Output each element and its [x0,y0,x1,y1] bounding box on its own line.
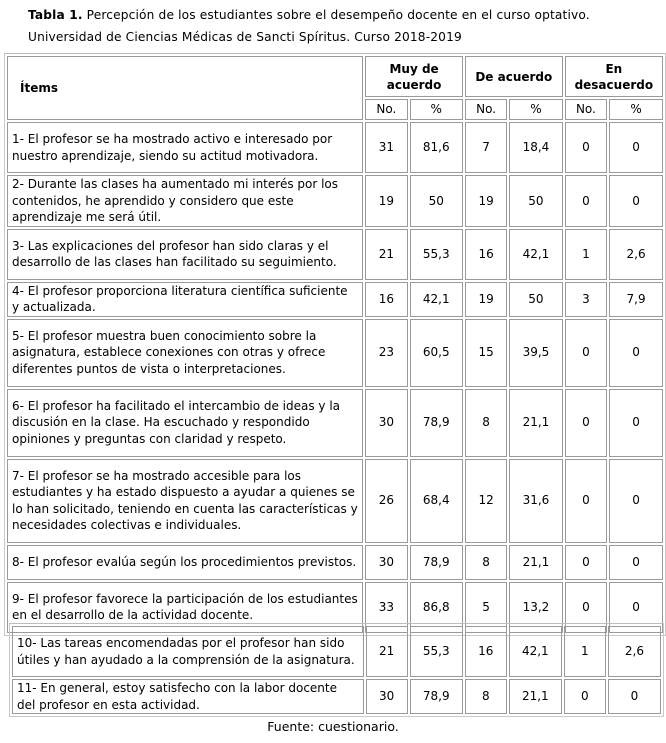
cell-muy-de-acuerdo-pct: 55,3 [410,229,463,280]
table-row [7,319,663,387]
cell-en-desacuerdo-no: 0 [565,175,608,227]
item-text: 9- El profesor favorece la participación de los estudiantes en el desarrollo de la actividad docente. [7,582,363,633]
cell-de-acuerdo-no: 8 [465,679,507,714]
cell-de-acuerdo-pct: 50 [509,282,562,317]
cell-de-acuerdo-pct: 50 [509,175,562,227]
cell-de-acuerdo-no: 8 [465,389,507,457]
item-text: 1- El profesor se ha mostrado activo e interesado por nuestro aprendizaje, siendo su actitud motivadora. [7,122,363,173]
cell-de-acuerdo-no: 12 [465,459,507,543]
subheader-pct: % [509,99,562,120]
cell-muy-de-acuerdo-no: 21 [365,229,407,280]
cell-muy-de-acuerdo-pct: 42,1 [410,282,463,317]
item-text: 2- Durante las clases ha aumentado mi interés por los contenidos, he aprendido y considero que este aprendizaje me será útil. [7,175,363,227]
cell-muy-de-acuerdo-no: 30 [366,679,408,714]
subheader-no: No. [565,99,608,120]
cell-de-acuerdo-pct: 42,1 [509,626,562,677]
cell-de-acuerdo-pct: 39,5 [509,319,562,387]
caption-title-line2: Universidad de Ciencias Médicas de Sancti Spíritus. Curso 2018-2019 [28,30,462,44]
table-row [7,122,663,173]
cell-muy-de-acuerdo-pct: 78,9 [410,389,463,457]
cell-en-desacuerdo-no: 3 [565,282,608,317]
cell-de-acuerdo-no: 7 [465,122,507,173]
cell-de-acuerdo-no: 16 [465,229,507,280]
caption-title-line1: Percepción de los estudiantes sobre el desempeño docente en el curso optativo. [82,8,590,22]
subheader-pct: % [609,99,663,120]
cell-muy-de-acuerdo-no: 30 [365,389,407,457]
cell-en-desacuerdo-pct: 0 [609,545,663,580]
table-source: Fuente: cuestionario. [267,719,399,734]
cell-de-acuerdo-no: 16 [465,626,507,677]
cell-de-acuerdo-pct: 31,6 [509,459,562,543]
cell-de-acuerdo-no: 19 [465,175,507,227]
cell-de-acuerdo-pct: 42,1 [509,229,562,280]
table-row [7,545,663,580]
cell-en-desacuerdo-pct: 0 [609,389,663,457]
cell-en-desacuerdo-no: 0 [565,459,608,543]
item-text: 10- Las tareas encomendadas por el profesor han sido útiles y han ayudado a la comprensión de la asignatura. [12,626,364,677]
subheader-no: No. [465,99,507,120]
cell-de-acuerdo-pct: 13,2 [509,582,562,633]
header-muy-de-acuerdo: Muy de acuerdo [365,56,463,97]
cell-en-desacuerdo-pct: 0 [609,175,663,227]
cell-en-desacuerdo-pct: 0 [609,319,663,387]
item-text: 7- El profesor se ha mostrado accesible para los estudiantes y ha estado dispuesto a ayudar a quienes se lo han solicitado, teniendo en cuenta las características y necesidades colectivas e individuales. [7,459,363,543]
cell-en-desacuerdo-pct: 7,9 [609,282,663,317]
cell-en-desacuerdo-pct: 0 [609,582,663,633]
cell-muy-de-acuerdo-no: 21 [366,626,408,677]
cell-en-desacuerdo-no: 0 [565,545,608,580]
cell-muy-de-acuerdo-pct: 86,8 [410,582,463,633]
item-text: 8- El profesor evalúa según los procedimientos previstos. [7,545,363,580]
cell-de-acuerdo-pct: 21,1 [509,545,562,580]
cell-de-acuerdo-pct: 21,1 [509,389,562,457]
subheader-no: No. [365,99,407,120]
cell-muy-de-acuerdo-pct: 68,4 [410,459,463,543]
table-row [7,389,663,457]
cell-muy-de-acuerdo-pct: 81,6 [410,122,463,173]
cell-muy-de-acuerdo-no: 16 [365,282,407,317]
cell-muy-de-acuerdo-pct: 78,9 [410,679,463,714]
table-row [7,282,663,317]
cell-de-acuerdo-pct: 21,1 [509,679,562,714]
table-row [7,459,663,543]
cell-de-acuerdo-no: 8 [465,545,507,580]
subheader-pct: % [410,99,463,120]
cell-en-desacuerdo-pct: 0 [609,122,663,173]
header-en-desacuerdo: En desacuerdo [565,56,663,97]
table-row [12,679,661,714]
cell-muy-de-acuerdo-pct: 78,9 [410,545,463,580]
item-text: 11- En general, estoy satisfecho con la labor docente del profesor en esta actividad. [12,679,364,714]
cell-en-desacuerdo-no: 0 [565,319,608,387]
results-table [4,53,666,636]
cell-en-desacuerdo-no: 0 [565,389,608,457]
cell-en-desacuerdo-pct: 0 [608,679,661,714]
cell-de-acuerdo-no: 15 [465,319,507,387]
cell-en-desacuerdo-no: 1 [564,626,606,677]
cell-en-desacuerdo-no: 0 [565,582,608,633]
cell-muy-de-acuerdo-no: 23 [365,319,407,387]
cell-muy-de-acuerdo-pct: 50 [410,175,463,227]
caption-label: Tabla 1. [28,8,83,22]
header-items: Ítems [7,56,363,120]
cell-en-desacuerdo-no: 0 [564,679,606,714]
cell-en-desacuerdo-pct: 0 [609,459,663,543]
cell-muy-de-acuerdo-pct: 55,3 [410,626,463,677]
table-row [7,229,663,280]
cell-en-desacuerdo-pct: 2,6 [608,626,661,677]
table-row [12,626,661,677]
table-caption [28,4,664,48]
cell-de-acuerdo-pct: 18,4 [509,122,562,173]
cell-de-acuerdo-no: 19 [465,282,507,317]
cell-muy-de-acuerdo-no: 33 [365,582,407,633]
cell-muy-de-acuerdo-pct: 60,5 [410,319,463,387]
cell-en-desacuerdo-no: 1 [565,229,608,280]
cell-muy-de-acuerdo-no: 26 [365,459,407,543]
cell-de-acuerdo-no: 5 [465,582,507,633]
cell-muy-de-acuerdo-no: 31 [365,122,407,173]
results-table-continued [9,623,664,717]
table-row [7,175,663,227]
item-text: 3- Las explicaciones del profesor han sido claras y el desarrollo de las clases han facilitado su seguimiento. [7,229,363,280]
item-text: 6- El profesor ha facilitado el intercambio de ideas y la discusión en la clase. Ha escuchado y respondido opiniones y preguntas con claridad y respeto. [7,389,363,457]
cell-en-desacuerdo-no: 0 [565,122,608,173]
header-de-acuerdo: De acuerdo [465,56,563,97]
item-text: 4- El profesor proporciona literatura científica suficiente y actualizada. [7,282,363,317]
cell-muy-de-acuerdo-no: 30 [365,545,407,580]
cell-en-desacuerdo-pct: 2,6 [609,229,663,280]
item-text: 5- El profesor muestra buen conocimiento sobre la asignatura, establece conexiones con otras y ofrece diferentes puntos de vista o interpretaciones. [7,319,363,387]
cell-muy-de-acuerdo-no: 19 [365,175,407,227]
